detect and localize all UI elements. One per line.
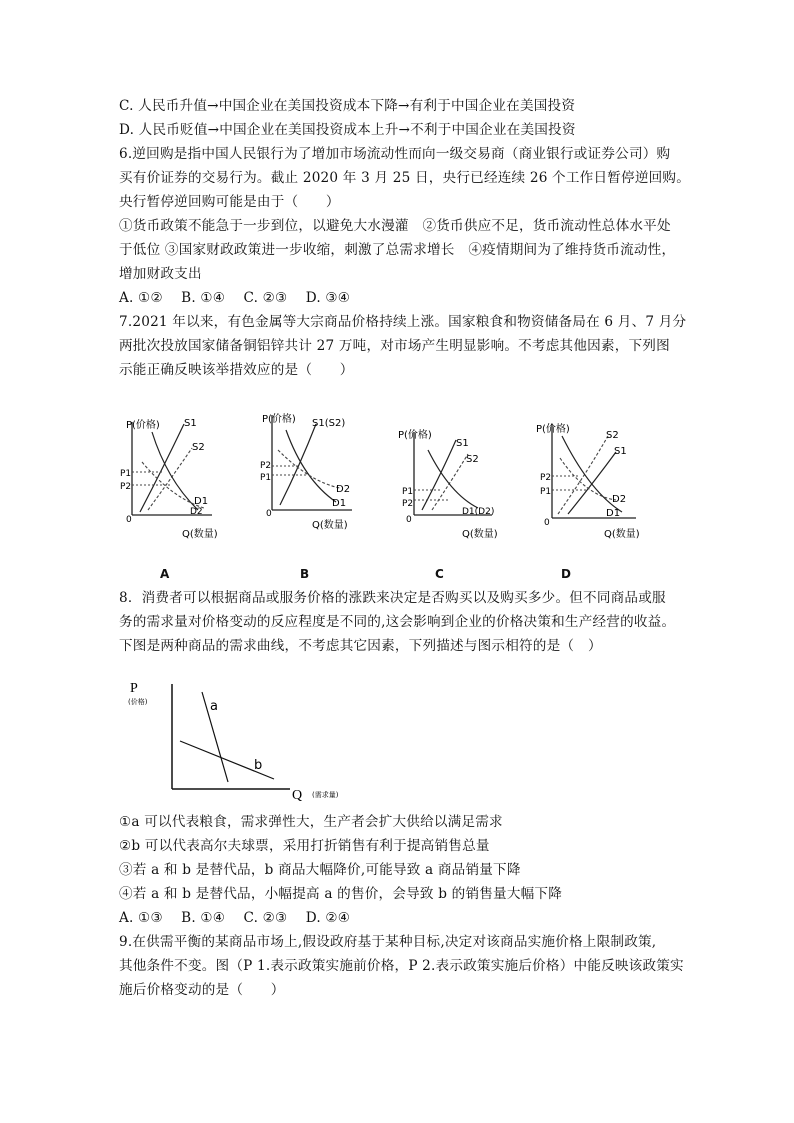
q8-curve-b-label: b	[254, 758, 263, 773]
q7-a-curve-d2: D2	[190, 507, 203, 517]
q7-stem-line3: 示能正确反映该举措效应的是（ ）	[119, 362, 354, 378]
q7-a-curve-s1: S1	[184, 418, 197, 429]
svg-text:0: 0	[126, 515, 132, 525]
q9-stem-line1: 9.在供需平衡的某商品市场上,假设政府基于某种目标,决定对该商品实施价格上限制政策,	[119, 934, 657, 950]
q7-stem-line2: 两批次投放国家储备铜铝锌共计 27 万吨，对市场产生明显影响。不考虑其他因素，下列图	[119, 338, 670, 354]
q7-figure-a-label: A	[160, 567, 170, 581]
q7-a-x-axis: Q(数量)	[182, 529, 218, 540]
q8-statement-2: ②b 可以代表高尔夫球票，采用打折销售有利于提高销售总量	[119, 838, 490, 854]
q6-options: A. ①② B. ①④ C. ②③ D. ③④	[119, 290, 351, 306]
q7-c-curve-s1: S1	[456, 438, 469, 449]
q7-d-price-p2: P2	[540, 473, 552, 483]
q7-d-curve-s1: S1	[614, 446, 627, 457]
q8-options: A. ①③ B. ①④ C. ②③ D. ②④	[119, 910, 351, 926]
q7-figures	[112, 410, 672, 585]
q6-statements-line1: ①货币政策不能急于一步到位，以避免大水漫灌 ②货币供应不足，货币流动性总体水平处	[119, 218, 671, 234]
q7-b-curve-s: S1(S2)	[312, 418, 346, 429]
q6-stem-line2: 买有价证券的交易行为。截止 2020 年 3 月 25 日，央行已经连续 26 个工作日暂停逆回购。	[119, 170, 690, 186]
q7-c-price-p2: P2	[402, 499, 414, 509]
q7-b-y-axis: P(价格)	[262, 414, 296, 425]
q7-figure-d-label: D	[561, 567, 571, 581]
q7-a-y-axis: P(价格)	[126, 420, 160, 431]
q7-figure-d	[532, 410, 652, 550]
q8-stem-line3: 下图是两种商品的需求曲线，不考虑其它因素，下列描述与图示相符的是（ ）	[119, 638, 602, 654]
q7-b-price-p2: P2	[260, 461, 272, 471]
q7-stem-line1: 7.2021 年以来，有色金属等大宗商品价格持续上涨。国家粮食和物资储备局在 6 月、7 月分	[119, 314, 687, 330]
q6-statements-line2: 于低位 ③国家财政政策进一步收缩，刺激了总需求增长 ④疫情期间为了维持货币流动性，	[119, 242, 676, 258]
q8-y-axis-note: (价格)	[128, 698, 148, 706]
q7-figure-b-label: B	[300, 567, 310, 581]
q7-b-price-p1: P1	[260, 473, 272, 483]
q7-d-y-axis: P(价格)	[536, 424, 570, 435]
q8-y-axis: P	[130, 681, 138, 696]
q7-c-price-p1: P1	[402, 487, 414, 497]
q9-stem-line2: 其他条件不变。图（P 1.表示政策实施前价格，P 2.表示政策实施后价格）中能反映该政策实	[119, 958, 684, 974]
q7-c-curve-d: D1(D2)	[462, 507, 495, 517]
q6-stem-line3: 央行暂停逆回购可能是由于（ ）	[119, 194, 340, 210]
svg-text:0: 0	[406, 515, 412, 525]
q5-option-c: C. 人民币升值→中国企业在美国投资成本下降→有利于中国企业在美国投资	[119, 98, 576, 114]
q7-a-price-p2: P2	[120, 482, 132, 492]
q8-curve-a-label: a	[210, 699, 218, 714]
svg-text:0: 0	[544, 518, 550, 528]
q8-stem-line2: 务的需求量对价格变动的反应程度是不同的,这会影响到企业的价格决策和生产经营的收益。	[119, 614, 676, 630]
q7-d-curve-d1: D1	[606, 508, 621, 519]
q7-figure-b	[252, 410, 372, 550]
q9-stem-line3: 施后价格变动的是（ ）	[119, 982, 285, 998]
q6-stem-line1: 6.逆回购是指中国人民银行为了增加市场流动性而向一级交易商（商业银行或证券公司）购	[119, 146, 671, 162]
svg-text:0: 0	[266, 509, 272, 519]
q7-figure-a	[112, 410, 232, 550]
q7-d-curve-d2: D2	[612, 494, 627, 505]
q8-stem-line1: 8．消费者可以根据商品或服务价格的涨跌来决定是否购买以及购买多少。但不同商品或服	[119, 590, 666, 606]
q7-a-price-p1: P1	[120, 469, 132, 479]
q8-statement-3: ③若 a 和 b 是替代品，b 商品大幅降价,可能导致 a 商品销量下降	[119, 862, 521, 878]
q8-x-axis-note: (需求量)	[312, 791, 339, 799]
q8-statement-4: ④若 a 和 b 是替代品，小幅提高 a 的售价，会导致 b 的销售量大幅下降	[119, 886, 563, 902]
q7-figure-c	[392, 410, 512, 550]
q7-c-curve-s2: S2	[466, 454, 479, 465]
q7-c-x-axis: Q(数量)	[462, 529, 498, 540]
q7-b-curve-d1: D1	[332, 498, 347, 509]
q8-demand-chart	[128, 676, 339, 803]
q8-x-axis: Q	[292, 788, 303, 803]
q7-b-x-axis: Q(数量)	[312, 520, 348, 531]
q7-b-curve-d2: D2	[336, 484, 351, 495]
q6-statements-line3: 增加财政支出	[119, 266, 202, 282]
q7-d-curve-s2: S2	[606, 430, 619, 441]
q7-d-x-axis: Q(数量)	[604, 529, 640, 540]
q7-figure-c-label: C	[435, 567, 444, 581]
q7-a-curve-s2: S2	[192, 442, 205, 453]
q5-option-d: D. 人民币贬值→中国企业在美国投资成本上升→不利于中国企业在美国投资	[119, 122, 576, 138]
q8-statement-1: ①a 可以代表粮食，需求弹性大，生产者会扩大供给以满足需求	[119, 814, 503, 830]
q7-d-price-p1: P1	[540, 487, 552, 497]
q7-c-y-axis: P(价格)	[398, 430, 432, 441]
q7-a-curve-d1: D1	[194, 496, 209, 507]
